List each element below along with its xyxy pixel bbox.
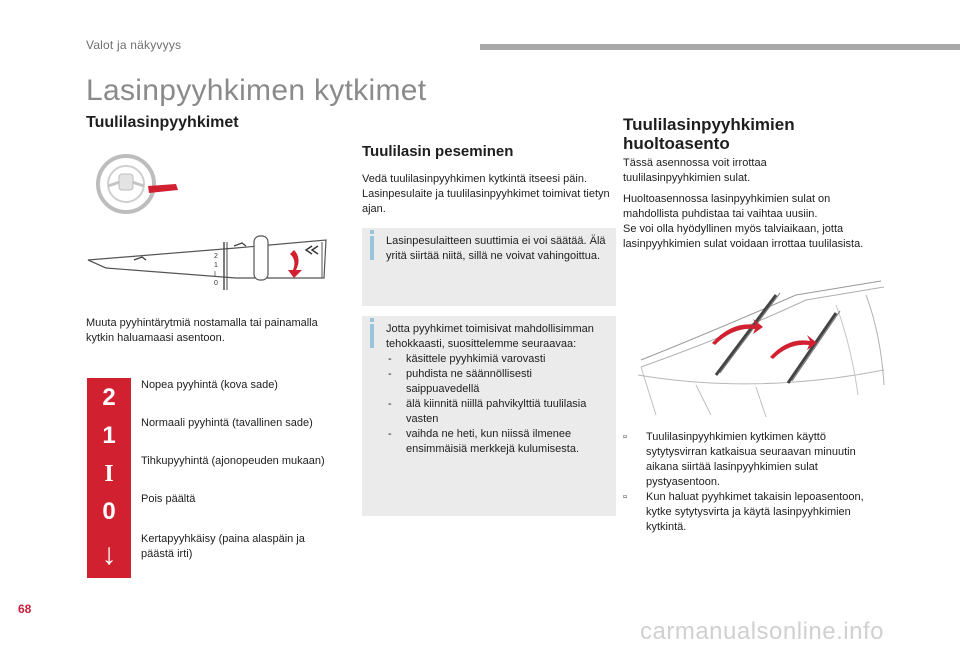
position-1-icon: 1 bbox=[87, 416, 131, 456]
heading-line-2: huoltoasento bbox=[623, 134, 730, 153]
svg-text:1: 1 bbox=[214, 262, 218, 269]
info-icon bbox=[370, 324, 374, 348]
wiper-stalk-illustration bbox=[86, 150, 336, 292]
info-icon bbox=[370, 236, 374, 260]
info-note-text: Lasinpesulaitteen suuttimia ei voi säätää. Älä yritä siirtää niitä, sillä ne voivat vahingoittua. bbox=[386, 235, 606, 262]
position-2-label: Nopea pyyhintä (kova sade) bbox=[141, 379, 278, 391]
info-note-maintenance bbox=[362, 316, 616, 516]
header-divider bbox=[480, 44, 960, 50]
single-wipe-label: Kertapyyhkäisy (paina alaspäin ja päästä irti) bbox=[141, 533, 305, 560]
maintenance-list bbox=[386, 352, 606, 457]
service-body-text-2: Se voi olla hyödyllinen myös talviaikaan, jotta lasinpyyhkimien sulat voidaan irrottaa tuulilasista. bbox=[623, 223, 864, 250]
list-item: - älä kiinnitä niillä pahvikylttiä tuulilasia vasten bbox=[386, 397, 606, 427]
svg-text:2: 2 bbox=[214, 253, 218, 260]
section-heading-service-position bbox=[623, 115, 863, 153]
service-intro-text: Tässä asennossa voit irrottaa tuulilasinpyyhkimien sulat. bbox=[623, 157, 767, 184]
position-intermittent-icon: I bbox=[87, 454, 131, 494]
list-item: - vaihda ne heti, kun niissä ilmenee ensimmäisiä merkkejä kulumisesta. bbox=[386, 427, 606, 457]
service-steps-list bbox=[623, 430, 873, 535]
washing-body-text: Vedä tuulilasinpyyhkimen kytkintä itseesi päin. Lasinpesulaite ja tuulilasinpyyhkimet toimivat tietyn ajan. bbox=[362, 173, 610, 215]
list-item: ▫ Tuulilasinpyyhkimien kytkimen käyttö sytytysvirran katkaisua seuraavan minuutin aikana siirtää lasinpyyhkimien sulat pystyasentoon. bbox=[623, 430, 873, 490]
section-heading-wipers: Tuulilasinpyyhkimet bbox=[86, 114, 239, 131]
position-0-icon: 0 bbox=[87, 492, 131, 532]
position-intermittent-label: Tihkupyyhintä (ajonopeuden mukaan) bbox=[141, 455, 325, 467]
page-title: Lasinpyyhkimen kytkimet bbox=[86, 74, 427, 107]
section-heading-washing: Tuulilasin peseminen bbox=[362, 143, 514, 160]
page-number: 68 bbox=[18, 602, 32, 616]
svg-text:I: I bbox=[214, 271, 216, 278]
heading-line-1: Tuulilasinpyyhkimien bbox=[623, 115, 795, 134]
wiper-intro-text: Muuta pyyhintärytmiä nostamalla tai painamalla kytkin haluamaasi asentoon. bbox=[86, 317, 318, 344]
service-body-text-1: Huoltoasennossa lasinpyyhkimien sulat on mahdollista puhdistaa tai vaihtaa uusiin. bbox=[623, 193, 831, 220]
list-item: - käsittele pyyhkimiä varovasti bbox=[386, 352, 606, 367]
info-note-nozzles bbox=[362, 228, 616, 306]
list-item: ▫ Kun haluat pyyhkimet takaisin lepoasentoon, kytke sytytysvirta ja käytä lasinpyyhkimien kytkintä. bbox=[623, 490, 873, 535]
windshield-wipers-illustration bbox=[636, 275, 886, 420]
wiper-arm-icon bbox=[788, 313, 836, 383]
steering-wheel-icon bbox=[98, 156, 154, 212]
svg-text:0: 0 bbox=[214, 280, 218, 287]
position-0-label: Pois päältä bbox=[141, 493, 196, 505]
down-arrow-icon: ↓ bbox=[87, 532, 131, 578]
lift-arrow-icon bbox=[712, 319, 763, 345]
list-item: - puhdista ne säännöllisesti saippuavedellä bbox=[386, 367, 606, 397]
position-2-icon: 2 bbox=[87, 378, 131, 418]
position-1-label: Normaali pyyhintä (tavallinen sade) bbox=[141, 417, 313, 429]
maintenance-intro: Jotta pyyhkimet toimisivat mahdollisimman tehokkaasti, suosittelemme seuraavaa: bbox=[386, 323, 594, 350]
watermark: carmanualsonline.info bbox=[640, 618, 884, 645]
section-label: Valot ja näkyvyys bbox=[86, 38, 182, 52]
